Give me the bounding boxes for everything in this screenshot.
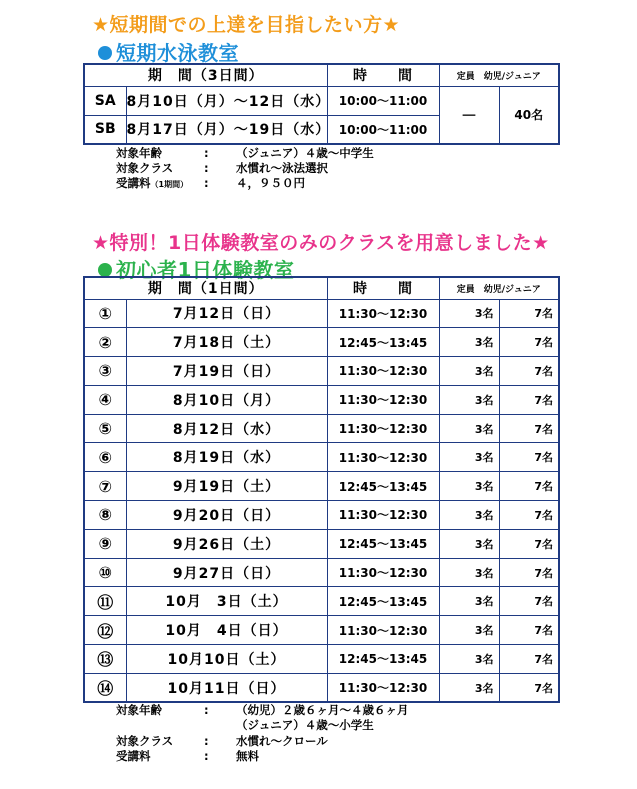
info-colon: : [204, 146, 209, 160]
info-label: 対象年齢 [116, 703, 162, 717]
capacity-infant: 3名 [439, 357, 499, 386]
info-label: 対象クラス [116, 161, 174, 175]
class-date: 7月18日（土） [126, 328, 327, 357]
course-time: 10:00～11:00 [327, 115, 439, 144]
class-date: 7月12日（日） [126, 299, 327, 328]
info-value: （ジュニア）４歳～中学生 [236, 146, 374, 160]
capacity-infant: 3名 [439, 299, 499, 328]
class-time: 11:30～12:30 [327, 558, 439, 587]
capacity-junior: 7名 [499, 616, 559, 645]
class-time: 11:30～12:30 [327, 443, 439, 472]
capacity-junior: 7名 [499, 357, 559, 386]
table-row [84, 501, 559, 530]
capacity-junior: 7名 [499, 385, 559, 414]
trial-rows [84, 299, 559, 702]
class-date: 10月 4日（日） [126, 616, 327, 645]
class-date: 9月27日（日） [126, 558, 327, 587]
table-row [84, 558, 559, 587]
table-row [84, 357, 559, 386]
table-row [84, 299, 559, 328]
capacity-infant: 3名 [439, 558, 499, 587]
capacity-header: 定員 幼児/ジュニア [439, 277, 559, 299]
row-number: ⑦ [84, 472, 126, 501]
table-row [84, 616, 559, 645]
section1-info [116, 146, 516, 194]
capacity-junior: 7名 [499, 443, 559, 472]
class-time: 11:30～12:30 [327, 616, 439, 645]
course-date: 8月10日（月）～12日（水） [126, 86, 327, 115]
capacity-infant: 3名 [439, 328, 499, 357]
info-colon: : [204, 161, 209, 175]
capacity-junior: 7名 [499, 529, 559, 558]
class-date: 8月19日（水） [126, 443, 327, 472]
info-colon: : [204, 734, 209, 748]
capacity-infant: 3名 [439, 501, 499, 530]
row-number: ① [84, 299, 126, 328]
course-date: 8月17日（月）～19日（水） [126, 115, 327, 144]
info-colon: : [204, 703, 209, 717]
capacity-infant: 3名 [439, 645, 499, 674]
capacity-infant: 3名 [439, 616, 499, 645]
info-label: 対象年齢 [116, 146, 162, 160]
time-header: 時 間 [327, 64, 439, 86]
capacity-junior: 7名 [499, 673, 559, 702]
class-date: 9月26日（土） [126, 529, 327, 558]
row-number: ⑪ [84, 587, 126, 616]
row-number: ④ [84, 385, 126, 414]
capacity-header: 定員 幼児/ジュニア [439, 64, 559, 86]
info-label-note: （1期間） [150, 180, 189, 189]
row-number: ⑩ [84, 558, 126, 587]
section1-subtitle-text: 短期水泳教室 [116, 41, 239, 65]
info-label: 受講料 [116, 749, 151, 763]
class-time: 12:45～13:45 [327, 328, 439, 357]
class-date: 8月10日（月） [126, 385, 327, 414]
class-time: 12:45～13:45 [327, 645, 439, 674]
row-number: ② [84, 328, 126, 357]
capacity-infant: 3名 [439, 587, 499, 616]
section1-headline: ★短期間での上達を目指したい方★ [92, 14, 401, 36]
table-row [84, 328, 559, 357]
section2-info [116, 703, 536, 765]
table-row [84, 414, 559, 443]
table-row [84, 673, 559, 702]
capacity-infant: － [439, 86, 499, 144]
class-date: 10月11日（日） [126, 673, 327, 702]
row-number: ⑭ [84, 673, 126, 702]
course-time: 10:00～11:00 [327, 86, 439, 115]
info-label: 対象クラス [116, 734, 174, 748]
section2-subtitle-text: 初心者1日体験教室 [116, 258, 295, 282]
class-time: 11:30～12:30 [327, 414, 439, 443]
class-time: 12:45～13:45 [327, 587, 439, 616]
table-row [84, 472, 559, 501]
row-number: ⑬ [84, 645, 126, 674]
period-header: 期 間（3日間） [84, 64, 327, 86]
capacity-infant: 3名 [439, 472, 499, 501]
capacity-infant: 3名 [439, 414, 499, 443]
class-time: 11:30～12:30 [327, 357, 439, 386]
info-value: 水慣れ～クロール [236, 734, 328, 748]
info-label [116, 176, 188, 192]
period-header: 期 間（1日間） [84, 277, 327, 299]
row-number: ⑤ [84, 414, 126, 443]
info-colon: : [204, 176, 209, 190]
time-header: 時 間 [327, 277, 439, 299]
class-time: 11:30～12:30 [327, 501, 439, 530]
capacity-junior: 7名 [499, 299, 559, 328]
capacity-junior: 7名 [499, 472, 559, 501]
class-time: 11:30～12:30 [327, 673, 439, 702]
table-row [84, 385, 559, 414]
section1-subtitle [98, 37, 239, 66]
row-number: ⑨ [84, 529, 126, 558]
table-row [84, 587, 559, 616]
class-time: 12:45～13:45 [327, 472, 439, 501]
table-row [84, 529, 559, 558]
capacity-infant: 3名 [439, 385, 499, 414]
class-time: 12:45～13:45 [327, 529, 439, 558]
class-time: 11:30～12:30 [327, 299, 439, 328]
info-value: ４，９５０円 [236, 176, 305, 190]
class-date: 7月19日（日） [126, 357, 327, 386]
capacity-junior: 7名 [499, 645, 559, 674]
table-row [84, 645, 559, 674]
info-value: （ジュニア）４歳～小学生 [236, 718, 374, 732]
capacity-infant: 3名 [439, 673, 499, 702]
bullet-dot-icon [98, 263, 112, 277]
info-value: （幼児）２歳６ヶ月～４歳６ヶ月 [236, 703, 409, 717]
row-number: ⑧ [84, 501, 126, 530]
trial-class-table [83, 276, 560, 703]
capacity-junior: 7名 [499, 328, 559, 357]
capacity-junior: 7名 [499, 501, 559, 530]
row-number: ⑥ [84, 443, 126, 472]
class-date: 9月19日（土） [126, 472, 327, 501]
info-value: 水慣れ～泳法選択 [236, 161, 328, 175]
capacity-junior: 40名 [499, 86, 559, 144]
info-label-text: 受講料 [116, 176, 151, 190]
short-course-table [83, 63, 560, 145]
capacity-junior: 7名 [499, 558, 559, 587]
class-date: 9月20日（日） [126, 501, 327, 530]
info-value: 無料 [236, 749, 259, 763]
info-colon: : [204, 749, 209, 763]
table-row [84, 443, 559, 472]
capacity-junior: 7名 [499, 414, 559, 443]
class-time: 11:30～12:30 [327, 385, 439, 414]
capacity-infant: 3名 [439, 443, 499, 472]
row-number: ⑫ [84, 616, 126, 645]
course-code: SA [84, 86, 126, 115]
class-date: 8月12日（水） [126, 414, 327, 443]
class-date: 10月 3日（土） [126, 587, 327, 616]
class-date: 10月10日（土） [126, 645, 327, 674]
section2-headline: ★特別！1日体験教室のみのクラスを用意しました★ [92, 232, 550, 254]
bullet-dot-icon [98, 46, 112, 60]
capacity-infant: 3名 [439, 529, 499, 558]
course-code: SB [84, 115, 126, 144]
row-number: ③ [84, 357, 126, 386]
capacity-junior: 7名 [499, 587, 559, 616]
